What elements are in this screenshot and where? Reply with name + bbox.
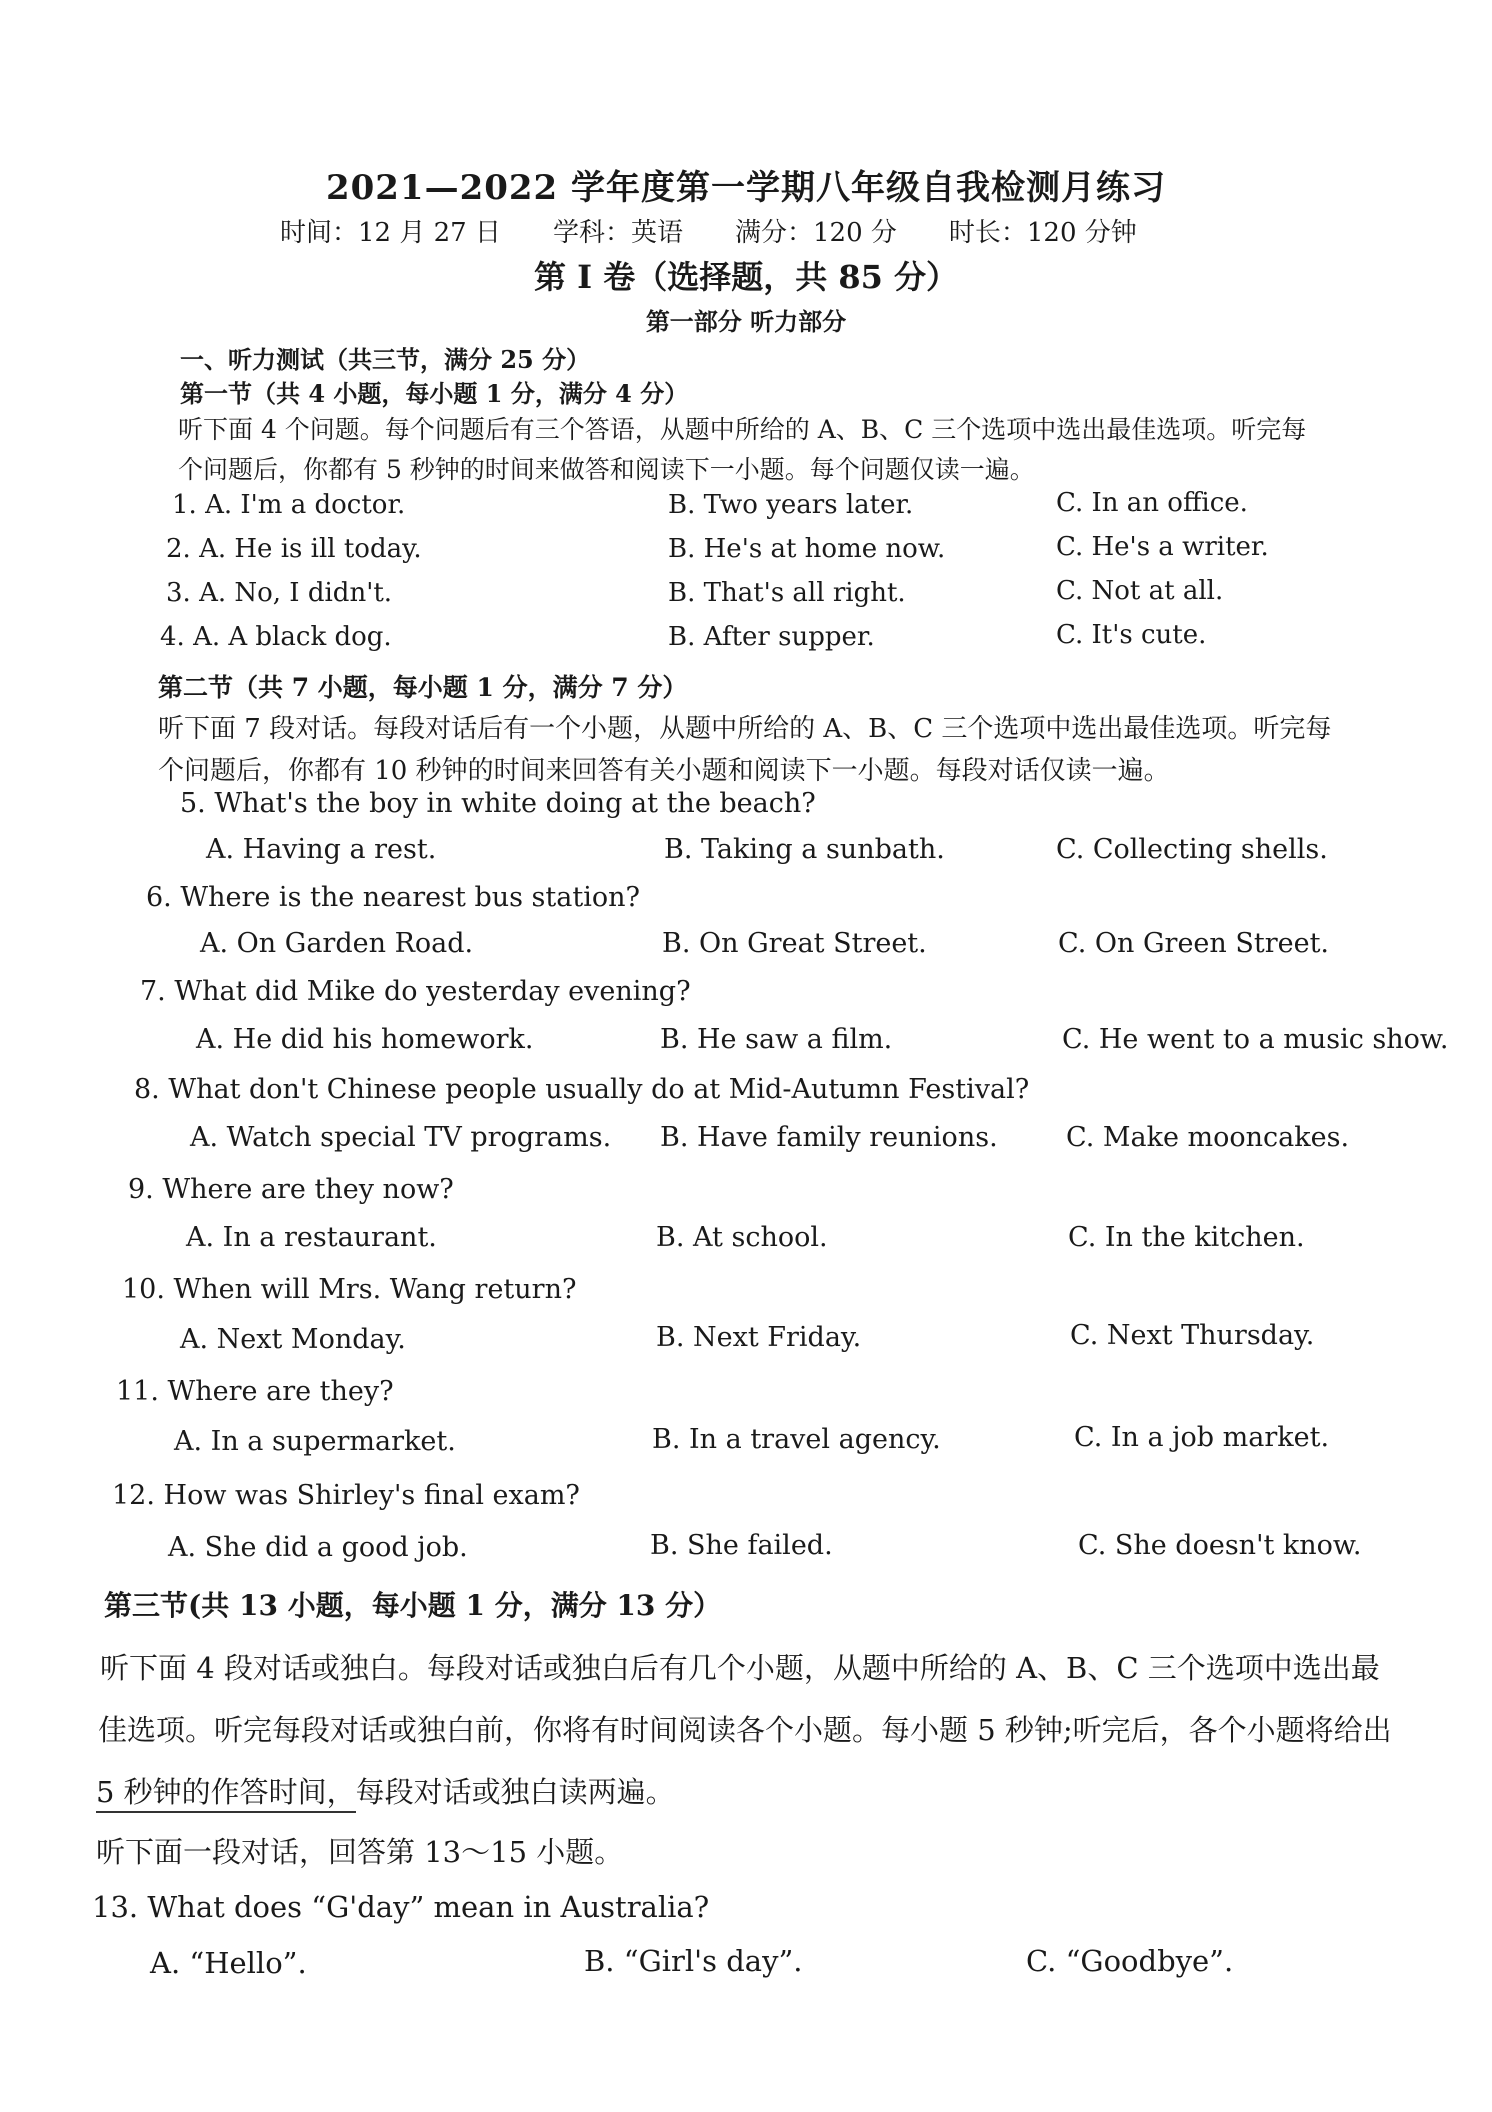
exam-meta [280,212,1380,249]
option-4c: C. It's cute. [1056,620,1207,650]
option-5c: C. Collecting shells. [1056,834,1328,865]
option-8a: A. Watch special TV programs. [190,1122,612,1153]
part-heading: 第一部分 听力部分 [645,307,847,336]
option-11a: A. In a supermarket. [174,1426,456,1457]
option-2a: 2. A. He is ill today. [166,534,422,564]
option-12b: B. She failed. [650,1530,833,1561]
option-5b: B. Taking a sunbath. [664,834,945,865]
subsection-3-heading: 第三节(共 13 小题，每小题 1 分，满分 13 分） [104,1589,722,1622]
option-11b: B. In a travel agency. [652,1424,941,1455]
option-1c: C. In an office. [1056,488,1248,518]
read-twice-note: 每段对话或独白读两遍。 [355,1775,675,1809]
question-13: 13. What does “G'day” mean in Australia? [92,1890,710,1924]
option-7b: B. He saw a film. [660,1024,893,1055]
question-10: 10. When will Mrs. Wang return? [122,1274,577,1305]
exam-date: 时间：12 月 27 日 [280,218,501,248]
option-9c: C. In the kitchen. [1068,1222,1305,1253]
option-3c: C. Not at all. [1056,576,1224,606]
volume-heading: 第 I 卷（选择题，共 85 分） [533,258,959,296]
question-12: 12. How was Shirley's final exam? [112,1480,580,1511]
subsection-1-instructions-line1: 听下面 4 个问题。每个问题后有三个答语，从题中所给的 A、B、C 三个选项中选出最佳选项。听完每 [178,415,1307,444]
option-12a: A. She did a good job. [168,1532,468,1563]
option-8b: B. Have family reunions. [660,1122,998,1153]
option-11c: C. In a job market. [1074,1422,1330,1453]
exam-title: 2021—2022 学年度第一学期八年级自我检测月练习 [325,168,1167,208]
question-7: 7. What did Mike do yesterday evening? [140,976,691,1007]
option-6b: B. On Great Street. [662,928,927,959]
option-6a: A. On Garden Road. [200,928,474,959]
option-10a: A. Next Monday. [180,1324,406,1355]
option-10b: B. Next Friday. [656,1322,862,1353]
subsection-3-instructions-line2: 佳选项。听完每段对话或独白前，你将有时间阅读各个小题。每小题 5 秒钟;听完后，各个小题将给出 [98,1713,1392,1747]
question-11: 11. Where are they? [116,1376,394,1407]
question-5: 5. What's the boy in white doing at the beach? [180,788,816,819]
option-1b: B. Two years later. [668,490,914,520]
option-10c: C. Next Thursday. [1070,1320,1315,1351]
option-8c: C. Make mooncakes. [1066,1122,1350,1153]
option-7a: A. He did his homework. [196,1024,534,1055]
option-2b: B. He's at home now. [668,534,946,564]
option-13a: A. “Hello”. [150,1946,307,1980]
option-6c: C. On Green Street. [1058,928,1330,959]
question-6: 6. Where is the nearest bus station? [146,882,640,913]
option-13c: C. “Goodbye”. [1026,1944,1234,1978]
subsection-1-heading: 第一节（共 4 小题，每小题 1 分，满分 4 分） [180,379,689,408]
option-4a: 4. A. A black dog. [160,622,392,652]
option-1a: 1. A. I'm a doctor. [172,490,406,520]
option-2c: C. He's a writer. [1056,532,1269,562]
exam-subject: 学科：英语 [552,218,683,248]
subsection-3-instructions-line1: 听下面 4 段对话或独白。每段对话或独白后有几个小题，从题中所给的 A、B、C 三个选项中选出最 [100,1651,1380,1685]
subsection-3-instructions-line3 [96,1770,675,1811]
question-9: 9. Where are they now? [128,1174,454,1205]
question-8: 8. What don't Chinese people usually do at Mid-Autumn Festival? [134,1074,1030,1105]
option-9a: A. In a restaurant. [186,1222,437,1253]
subsection-2-instructions-line2: 个问题后，你都有 10 秒钟的时间来回答有关小题和阅读下一小题。每段对话仅读一遍。 [158,756,1170,786]
option-4b: B. After supper. [668,622,875,652]
subsection-2-instructions-line1: 听下面 7 段对话。每段对话后有一个小题，从题中所给的 A、B、C 三个选项中选出最佳选项。听完每 [158,714,1332,744]
option-12c: C. She doesn't know. [1078,1530,1362,1561]
subsection-2-heading: 第二节（共 7 小题，每小题 1 分，满分 7 分） [158,673,688,702]
subsection-1-instructions-line2: 个问题后，你都有 5 秒钟的时间来做答和阅读下一小题。每个问题仅读一遍。 [178,455,1035,484]
answer-time-note: 5 秒钟的作答时间， [96,1775,356,1813]
option-5a: A. Having a rest. [206,834,437,865]
group-intro: 听下面一段对话，回答第 13～15 小题。 [96,1835,624,1869]
option-9b: B. At school. [656,1222,828,1253]
option-13b: B. “Girl's day”. [584,1944,803,1978]
option-7c: C. He went to a music show. [1062,1024,1449,1055]
section-heading: 一、听力测试（共三节，满分 25 分） [180,345,591,374]
option-3b: B. That's all right. [668,578,906,608]
exam-full-score: 满分：120 分 [734,218,897,248]
exam-duration: 时长：120 分钟 [948,218,1137,248]
option-3a: 3. A. No, I didn't. [166,578,393,608]
